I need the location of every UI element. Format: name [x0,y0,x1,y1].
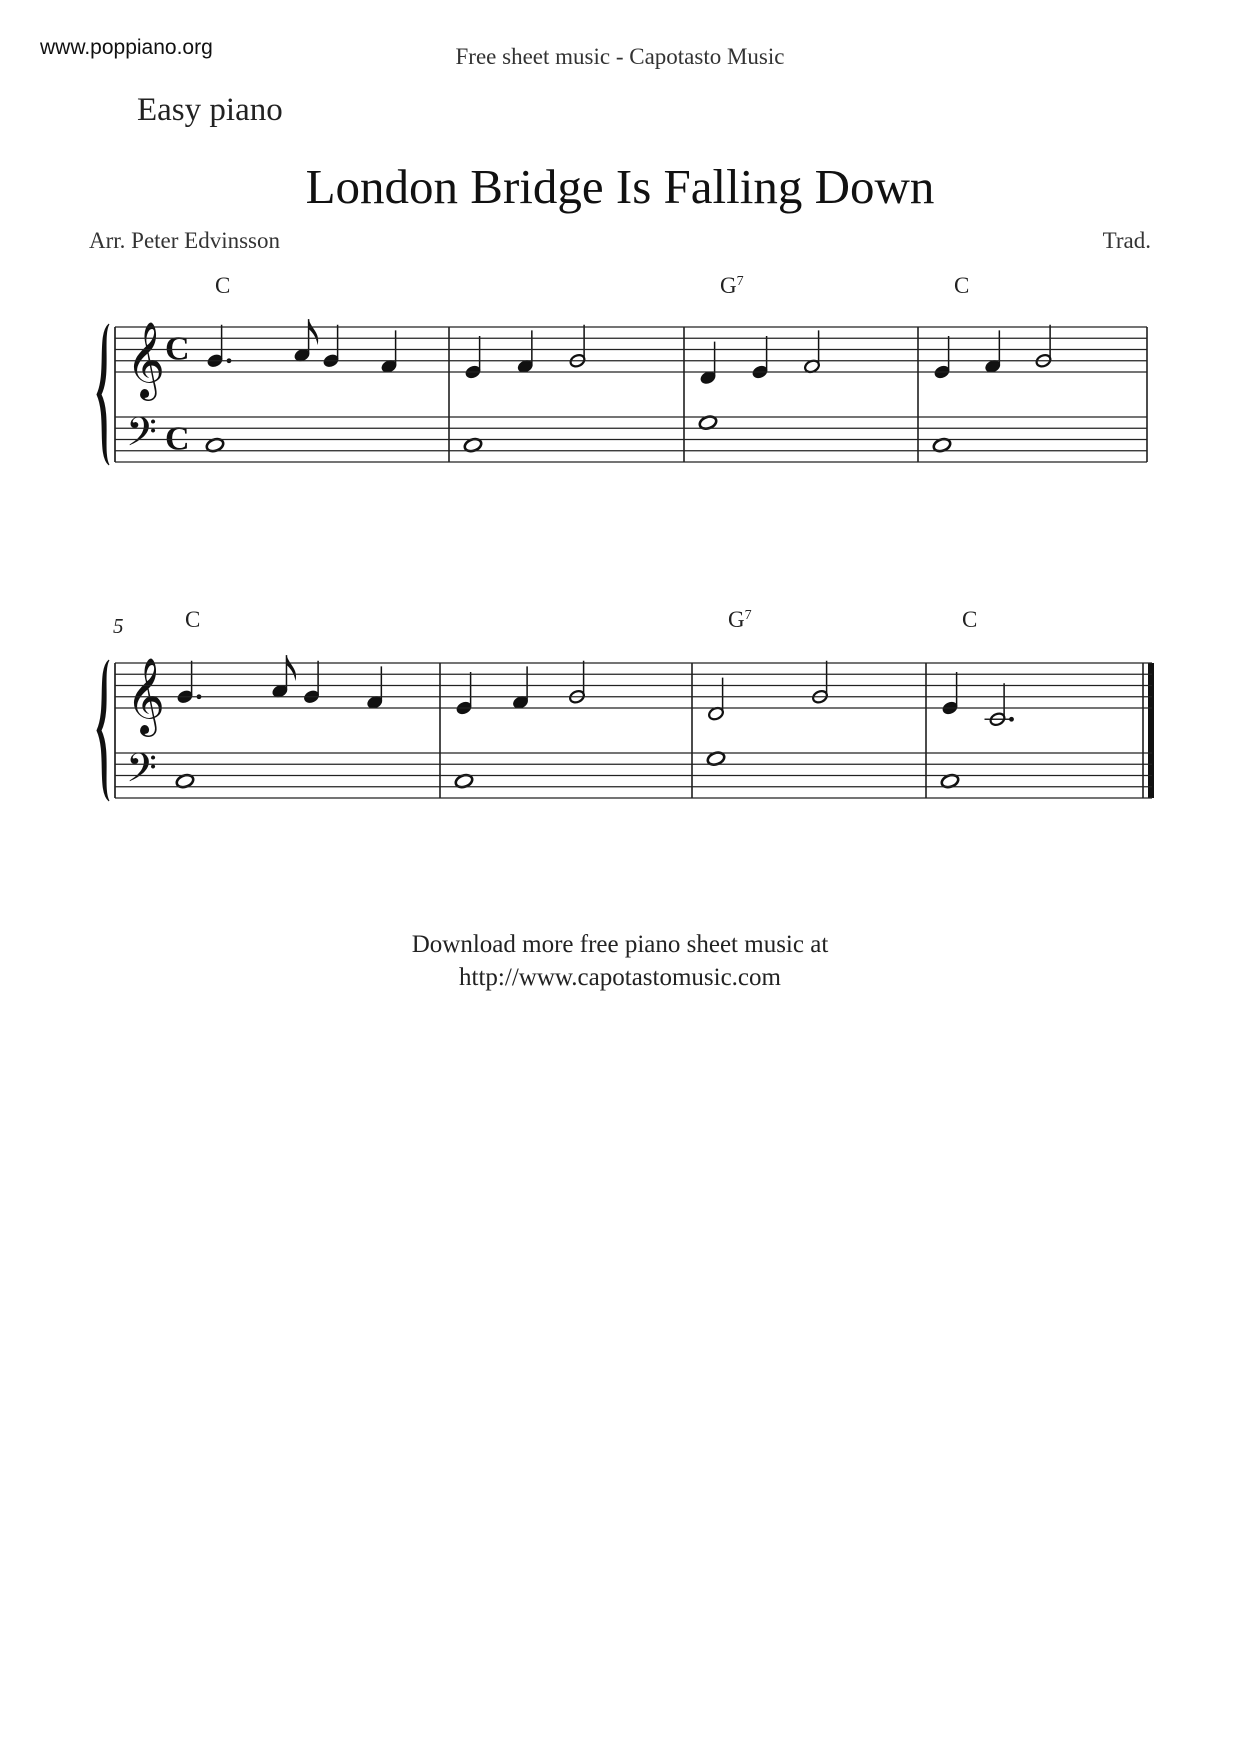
final-barline [1148,663,1154,798]
arranger-credit: Arr. Peter Edvinsson [89,228,281,253]
treble-staff [115,663,1152,708]
chord-symbol: C [185,607,201,632]
eighth-flag [286,655,296,681]
system-1 [97,273,1147,465]
treble-clef-icon: 𝄞 [126,321,166,398]
time-signature: C [165,330,190,368]
bass-clef-icon: 𝄢 [126,744,157,801]
bass-staff [115,753,1152,798]
page-header: Free sheet music - Capotasto Music [455,44,785,69]
chord-symbol: C [962,607,978,632]
chord-symbol: $G^7$ [728,607,752,632]
bass-staff [115,417,1147,462]
download-footer [0,928,1240,994]
system-2 [97,607,1154,801]
grand-staff-brace [97,324,109,465]
difficulty-level: Easy piano [137,92,283,128]
chord-superscript: 7 [744,608,752,623]
eighth-flag [309,319,319,345]
composer-credit: Trad. [1102,228,1151,253]
chord-symbol: C [954,273,970,298]
augmentation-dot [1009,717,1014,722]
footer-line-1: Download more free piano sheet music at [411,931,829,958]
chord-superscript: 7 [736,274,744,289]
chord-symbol: $G^7$ [720,273,744,298]
grand-staff-brace [97,660,109,801]
treble-clef-icon: 𝄞 [126,657,166,734]
page-title: London Bridge Is Falling Down [305,159,935,214]
time-signature: C [165,420,190,458]
chord-symbol: C [215,273,231,298]
footer-line-2: http://www.capotastomusic.com [459,964,781,991]
measure-number: 5 [113,614,124,638]
bass-clef-icon: 𝄢 [126,408,157,465]
site-watermark: www.poppiano.org [40,36,213,59]
